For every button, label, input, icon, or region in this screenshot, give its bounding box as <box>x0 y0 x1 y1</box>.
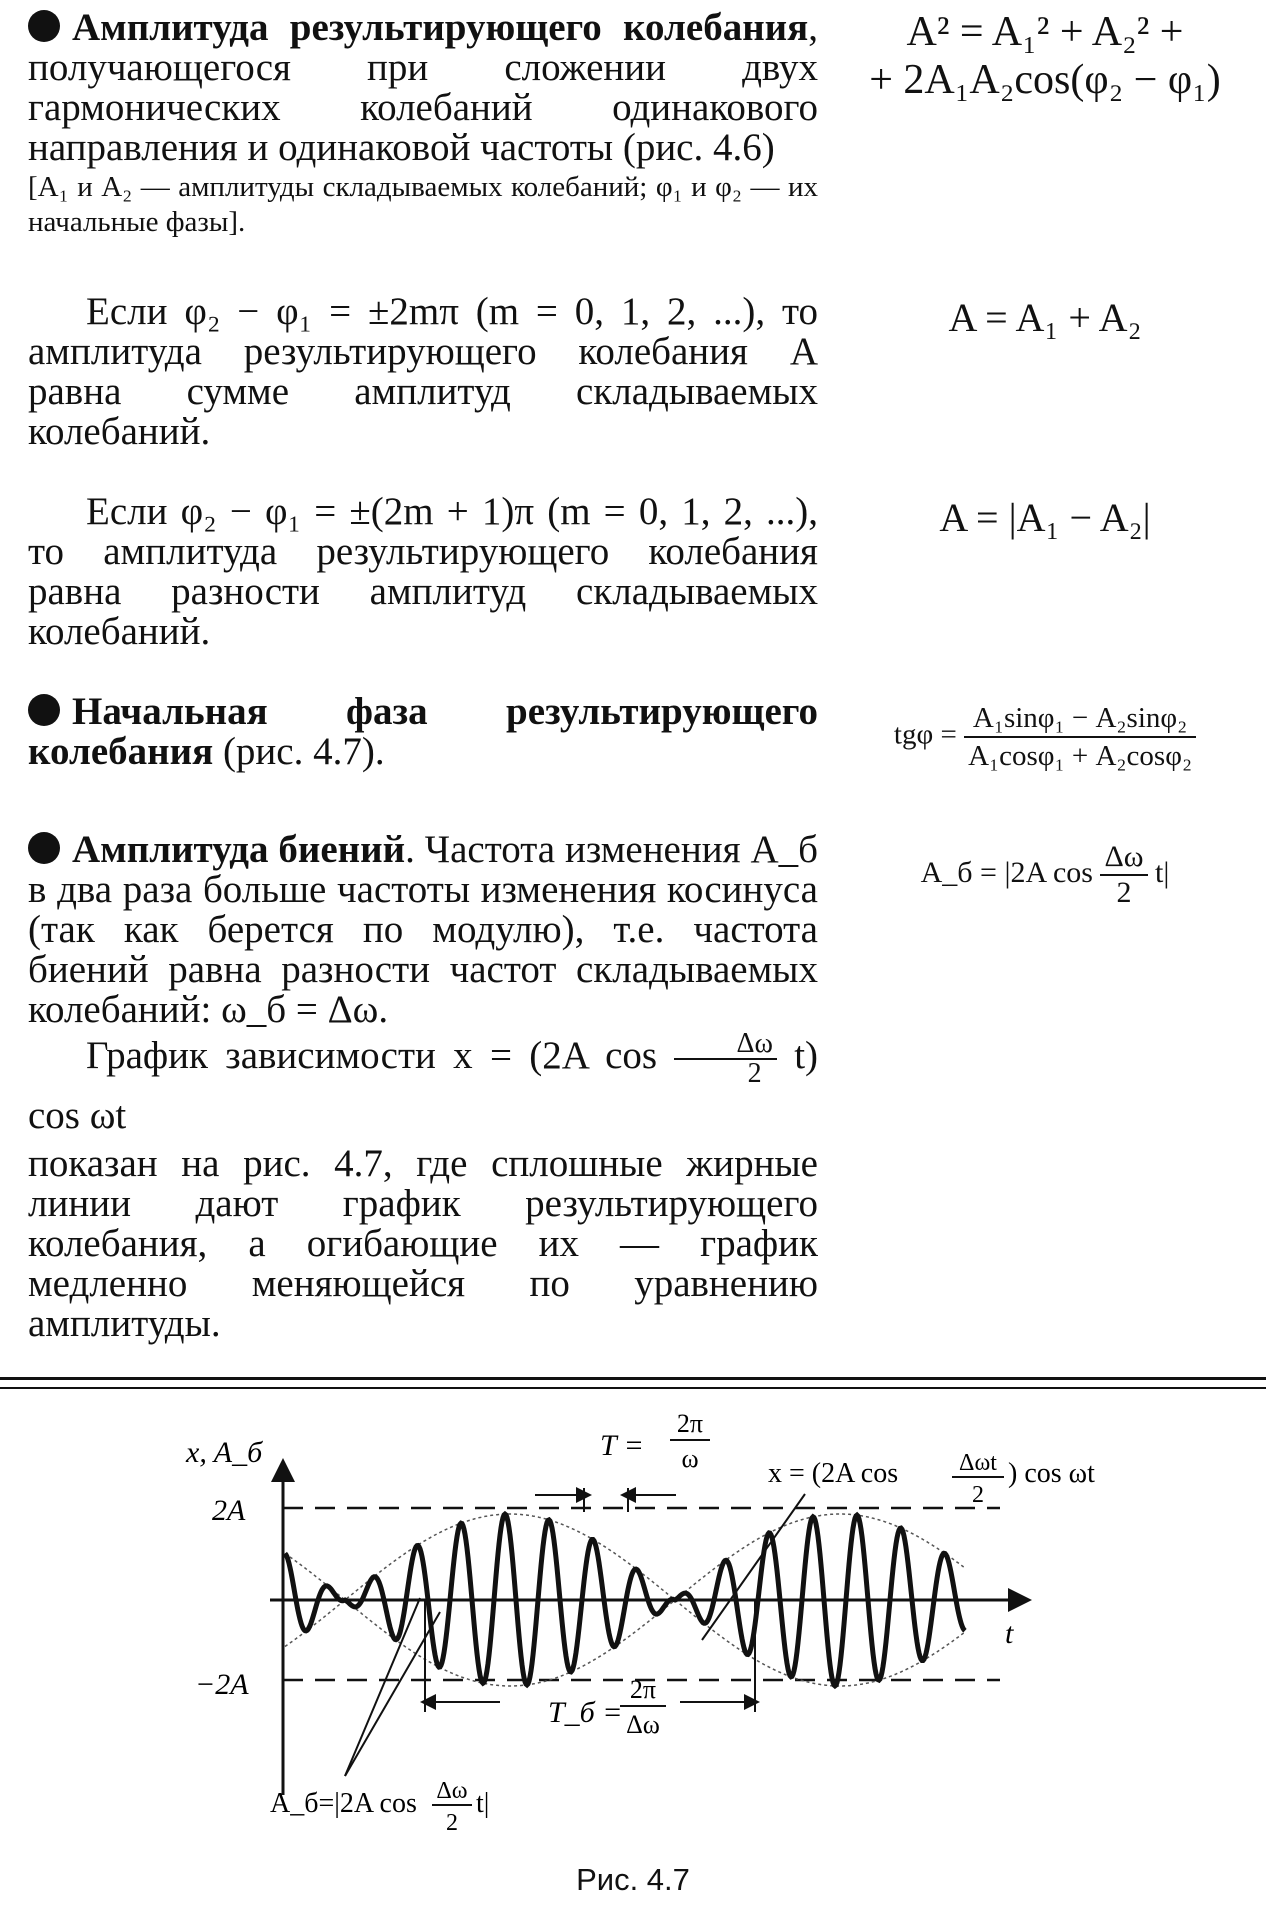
phase-formula-lhs: tgφ = <box>893 718 957 751</box>
beats-title: Амплитуда биений <box>72 828 406 871</box>
envelope-pointer <box>345 1598 420 1776</box>
envelope-formula-denominator: 2 <box>446 1810 458 1836</box>
amplitude-note: [A₁ и A₂ — амплитуды складываемых колебаний; φ₁ и φ₂ — их начальные фазы]. <box>28 171 818 238</box>
beats-formula <box>840 840 1250 910</box>
difference-text: Если φ₂ − φ₁ = ±(2m + 1)π (m = 0, 1, 2, ...), то амплитуда результирующего колебания равна разности амплитуд складываемых колебаний. <box>28 490 818 653</box>
graph-lead: График зависимости x = (2A cos <box>86 1034 658 1077</box>
difference-paragraph <box>28 492 818 652</box>
graph-fraction-denominator: 2 <box>747 1058 762 1090</box>
beats-formula-denominator: 2 <box>1116 876 1132 909</box>
beats-paragraph <box>28 830 818 1030</box>
beats-formula-numerator: Δω <box>1100 840 1147 876</box>
divider-rule <box>0 1387 1266 1389</box>
phase-formula-numerator: A₁sinφ₁ − A₂sinφ₂ <box>964 700 1196 738</box>
t-axis-label: t <box>1005 1617 1014 1650</box>
sum-paragraph <box>28 292 818 452</box>
phase-formula <box>840 700 1250 774</box>
beat-period-denominator: Δω <box>626 1710 660 1739</box>
graph-fraction <box>674 1030 776 1088</box>
graph-fraction-numerator: Δω <box>674 1030 776 1060</box>
difference-formula: A = |A₁ − A₂| <box>939 495 1151 540</box>
figure-caption: Рис. 4.7 <box>576 1862 690 1897</box>
amplitude-formula-line2: + 2A₁A₂cos(φ₂ − φ₁) <box>869 57 1221 103</box>
label-2A: 2A <box>212 1494 246 1527</box>
period-numerator: 2π <box>676 1409 704 1438</box>
bullet-icon <box>28 10 60 42</box>
phase-formula-fraction <box>964 700 1196 774</box>
phase-title: Начальная фаза результирующего колебания <box>28 690 818 773</box>
graph-lead-line <box>28 1028 818 1144</box>
x-formula-lhs: x = (2A cos <box>768 1458 899 1489</box>
phase-formula-denominator: A₁cosφ₁ + A₂cosφ₂ <box>968 740 1193 772</box>
x-formula-numerator: Δωt <box>959 1450 997 1476</box>
graph-tail: t) cos ωt <box>28 1034 819 1138</box>
graph-text: показан на рис. 4.7, где сплошные жирные линии дают график результирующего колебания, а огибающие их — график медленно меняющейся по уравнению амплитуды. <box>28 1142 818 1346</box>
beats-text: . Частота изменения A_б в два раза больше частоты изменения косинуса (так как берется по модулю), т.е. частота биений равна разности частот складываемых колебаний: ω_б = Δω. <box>28 828 818 1031</box>
beats-formula-rhs: t| <box>1147 855 1170 889</box>
bullet-icon <box>28 694 60 726</box>
sum-text: Если φ₂ − φ₁ = ±2mπ (m = 0, 1, 2, ...), то амплитуда результирующего колебания A равна сумме амплитуд складываемых колебаний. <box>28 290 818 453</box>
period-label: T = <box>600 1429 644 1462</box>
envelope-formula-rhs: t| <box>476 1788 490 1819</box>
beat-period-label: T_б = <box>548 1696 623 1729</box>
envelope-formula-lhs: A_б=|2A cos <box>270 1788 417 1819</box>
y-axis-label: x, A_б <box>186 1436 263 1469</box>
amplitude-formula-line1: A² = A₁² + A₂² + <box>906 9 1184 55</box>
amplitude-paragraph <box>28 8 818 240</box>
beats-formula-fraction <box>1100 840 1147 910</box>
period-denominator: ω <box>681 1444 699 1473</box>
amplitude-formula <box>840 8 1250 104</box>
beat-period-numerator: 2π <box>629 1675 657 1704</box>
x-formula-rhs: ) cos ωt <box>1008 1458 1095 1489</box>
graph-paragraph <box>28 1028 818 1344</box>
phase-paragraph <box>28 692 818 772</box>
phase-text: (рис. 4.7). <box>213 730 385 773</box>
divider-rule <box>0 1377 1266 1380</box>
beats-formula-lhs: A_б = |2A cos <box>920 855 1093 889</box>
amplitude-title: Амплитуда результирующего колебания <box>72 6 809 49</box>
envelope-formula-numerator: Δω <box>436 1778 468 1804</box>
bullet-icon <box>28 832 60 864</box>
x-formula-denominator: 2 <box>972 1482 984 1508</box>
beats-figure <box>0 1390 1266 1860</box>
label-minus2A: −2A <box>195 1668 249 1701</box>
sum-formula: A = A₁ + A₂ <box>948 295 1142 340</box>
amplitude-text: , получающегося при сложении двух гармонических колебаний одинакового направления и одинаковой частоты (рис. 4.6) <box>28 6 818 169</box>
